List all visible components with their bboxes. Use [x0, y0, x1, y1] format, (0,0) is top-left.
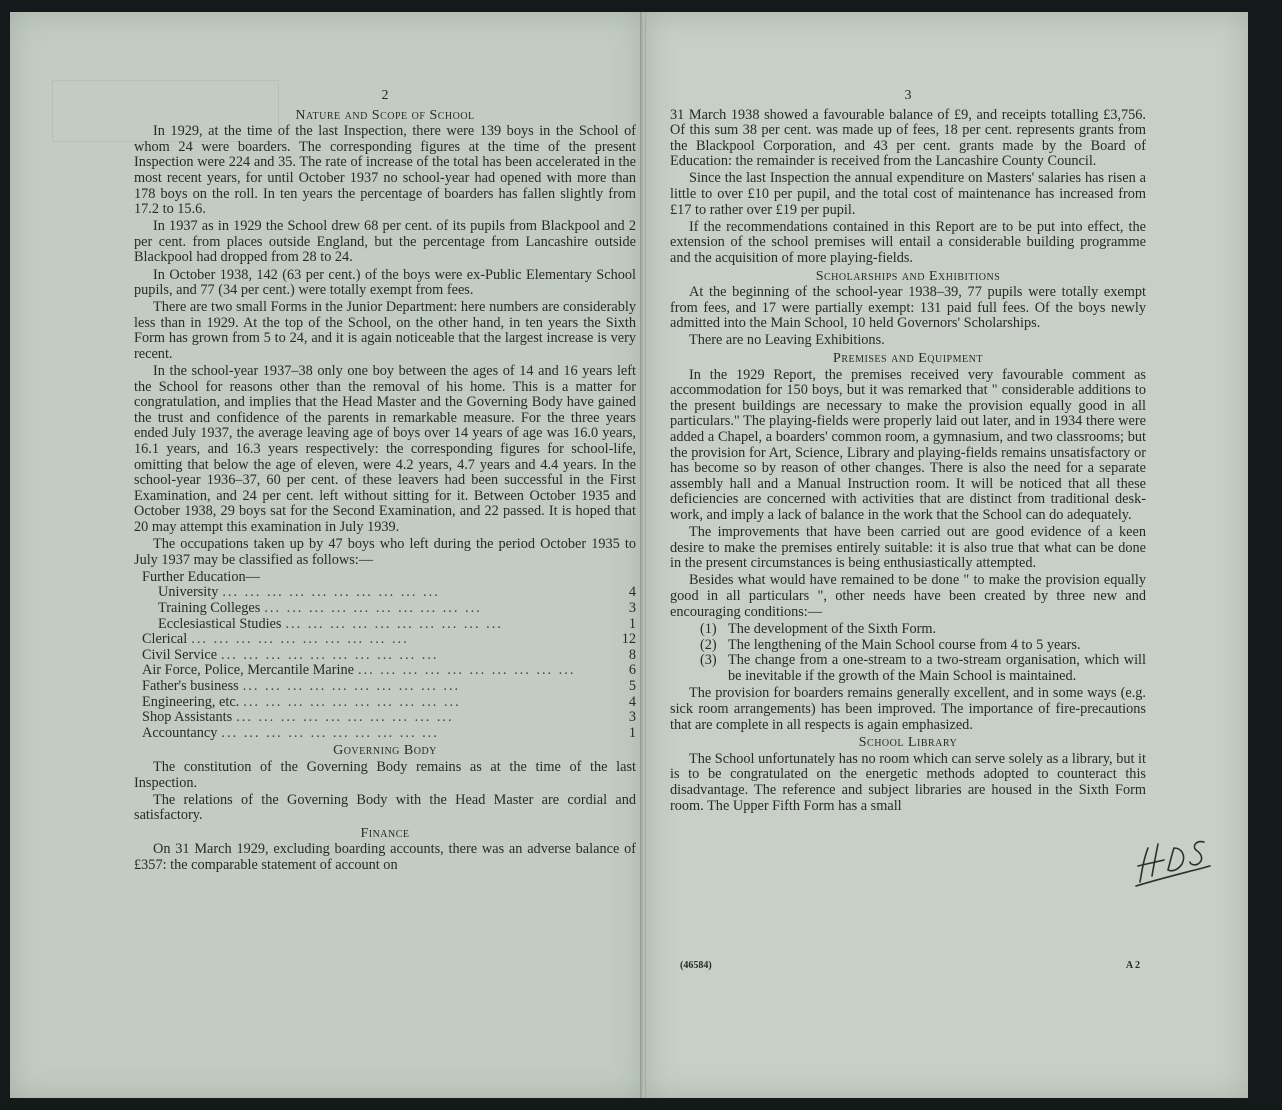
- paragraph: In the school-year 1937–38 only one boy between the ages of 14 and 16 years left the School for reasons other than the removal of his home. This is a matter for congratulation, and implies that the Head Master and the Governing Body have gained the trust and confidence of the parents in remarkable measure. For the three years ended July 1937, the average leaving age of boys over 14 years of age was 16.0 years, 16.1 years, and 16.3 years respectively: the corresponding figures for school-life, omitting that below the age of eleven, were 4.2 years, 4.7 years and 4.4 years. In the school-year 1936–37, 60 per cent. of these leavers had been successful in the First Examination, and 24 per cent. left without sitting for it. Between October 1935 and October 1938, 29 boys sat for the Second Examination, and 22 passed. It is hoped that 20 may attempt this examination in July 1939.: [134, 363, 636, 536]
- paragraph: In the 1929 Report, the premises received very favourable comment as accommodation for 150 boys, but it was remarked that " considerable additions to the present buildings are necessary to make the provision equally good in all particulars." The playing-fields were properly laid out later, and in 1934 there were added a Chapel, a boarders' common room, a gymnasium, and two classrooms; but the provision for Art, Science, Library and playing-fields remains unsatisfactory or has become so by reason of other changes. There is also the need for a separate assembly hall and a Manual Instruction room. It will be noticed that all these deficiencies are concerned with activities that are distinct from traditional desk-work, and imply a lack of balance in the work that the School can do adequately.: [670, 366, 1146, 523]
- section-heading-scholarships: Scholarships and Exhibitions: [815, 268, 1001, 284]
- dot-leader: ... ... ... ... ... ... ... ... ... ...: [191, 632, 409, 648]
- section-heading-premises: Premises and Equipment: [833, 351, 983, 366]
- occupation-count: 3: [628, 709, 636, 726]
- right-page: [646, 12, 1248, 1098]
- occupation-row: [134, 726, 636, 742]
- occupation-count: 6: [628, 662, 636, 679]
- dot-leader: ... ... ... ... ... ... ... ... ... ...: [221, 647, 439, 663]
- paragraph: The relations of the Governing Body with the Head Master are cordial and satisfactory.: [134, 791, 636, 824]
- paragraph: Since the last Inspection the annual expenditure on Masters' salaries has risen a little to over £10 per pupil, and the total cost of maintenance has increased from £17 to rather over £19 per pupil.: [670, 170, 1146, 218]
- occupation-count: 4: [628, 584, 636, 601]
- occupation-label: Accountancy: [142, 724, 218, 741]
- occupation-row: [134, 710, 636, 726]
- occupation-row: [134, 585, 636, 601]
- occupation-count: 8: [628, 646, 636, 663]
- list-text: The lengthening of the Main School course from 4 to 5 years.: [728, 636, 1081, 653]
- section-heading-finance: Finance: [360, 825, 410, 841]
- paragraph: 31 March 1938 showed a favourable balance of £9, and receipts totalling £3,756. Of this sum 38 per cent. was made up of fees, 18 per cent. represents grants from the Blackpool Corporation, and 43 per cent. grants made by the Board of Education: the remainder is received from the Lancashire County Council.: [670, 106, 1146, 170]
- handwritten-initials: [1132, 832, 1212, 892]
- dot-leader: ... ... ... ... ... ... ... ... ... ...: [243, 694, 461, 710]
- occupation-row: [134, 632, 636, 648]
- occupations-table: [134, 570, 636, 742]
- list-number: (1): [700, 621, 717, 638]
- left-page-text: [134, 88, 636, 875]
- dot-leader: ... ... ... ... ... ... ... ... ... ...: [236, 710, 454, 726]
- paragraph: There are no Leaving Exhibitions.: [689, 332, 885, 349]
- print-code: (46584): [680, 960, 712, 971]
- section-heading-library: School Library: [858, 735, 958, 751]
- occupation-label: Civil Service: [142, 646, 218, 663]
- occupation-row: [134, 601, 636, 617]
- occupation-count: 3: [628, 600, 636, 616]
- conditions-list: [670, 622, 1146, 684]
- paragraph: Besides what would have remained to be done " to make the provision equally good in all particulars ", other needs have been created by three new and encouraging conditions:—: [670, 572, 1146, 620]
- paragraph: In 1937 as in 1929 the School drew 68 per cent. of its pupils from Blackpool and 2 per cent. from places outside England, but the percentage from Lancashire outside Blackpool had dropped from 28 to 24.: [134, 218, 636, 266]
- list-item: [670, 638, 1146, 654]
- occupation-label: Engineering, etc.: [142, 693, 240, 710]
- paragraph: The provision for boarders remains generally excellent, and in some ways (e.g. sick room arrangements) has been improved. The importance of fire-precautions that are complete in all respects is again emphasized.: [670, 685, 1146, 733]
- occupation-count: 12: [621, 631, 636, 648]
- page-number: 2: [381, 88, 389, 103]
- paragraph: The School unfortunately has no room which can serve solely as a library, but it is to be congratulated on the energetic methods adopted to counteract this disadvantage. The reference and subject libraries are housed in the Sixth Form room. The Upper Fifth Form has a small: [670, 750, 1146, 814]
- list-item: [670, 653, 1146, 684]
- occupation-label: University: [158, 584, 219, 601]
- occupation-row: [134, 570, 636, 586]
- section-heading-governing: Governing Body: [333, 743, 437, 759]
- dot-leader: ... ... ... ... ... ... ... ... ... ...: [222, 585, 440, 601]
- occupation-label: Clerical: [142, 631, 188, 648]
- dot-leader: ... ... ... ... ... ... ... ... ... ...: [221, 725, 439, 741]
- paragraph: In 1929, at the time of the last Inspection, there were 139 boys in the School of whom 24 were boarders. The corresponding figures at the time of the present Inspection were 224 and 35. The rate of increase of the total has been accelerated in the most recent years, for until October 1937 no school-year had opened with more than 178 boys on the roll. In ten years the percentage of boarders has fallen slightly from 17.2 to 15.6.: [134, 123, 636, 218]
- occupation-row: [134, 663, 636, 679]
- page-footer: [680, 960, 1140, 971]
- signature-mark: A 2: [1125, 960, 1140, 971]
- occupation-label: Training Colleges: [158, 600, 261, 616]
- occupation-label: Air Force, Police, Mercantile Marine: [142, 662, 354, 679]
- dot-leader: ... ... ... ... ... ... ... ... ... ...: [285, 616, 503, 632]
- list-number: (3): [700, 652, 717, 669]
- occupation-row: [134, 695, 636, 711]
- occupation-label: Ecclesiastical Studies: [158, 615, 282, 632]
- occupation-count: 1: [628, 615, 636, 632]
- paragraph: The constitution of the Governing Body remains as at the time of the last Inspection.: [134, 758, 636, 791]
- dot-leader: ... ... ... ... ... ... ... ... ... ...: [264, 601, 482, 616]
- dot-leader: ... ... ... ... ... ... ... ... ... ...: [242, 678, 461, 694]
- paragraph: In October 1938, 142 (63 per cent.) of the boys were ex-Public Elementary School pupils, and 77 (34 per cent.) were totally exempt from fees.: [134, 266, 636, 299]
- dot-leader: ... ... ... ... ... ... ... ... ... ...: [358, 663, 576, 679]
- occupation-label: Shop Assistants: [142, 709, 233, 726]
- occupation-count: 5: [628, 677, 636, 694]
- occupation-row: [134, 648, 636, 664]
- page-number: 3: [904, 88, 912, 103]
- paragraph: The improvements that have been carried out are good evidence of a keen desire to make the premises entirely suitable: it is also true that what can be done in the present circumstances is being enthusiastically attempted.: [670, 524, 1146, 572]
- occupation-row: [134, 679, 636, 695]
- list-text: The development of the Sixth Form.: [728, 621, 937, 638]
- occupation-label: Father's business: [142, 677, 239, 694]
- paragraph: On 31 March 1929, excluding boarding accounts, there was an adverse balance of £357: the comparable statement of account on: [134, 841, 636, 873]
- paragraph: There are two small Forms in the Junior Department: here numbers are considerably less than in 1929. At the top of the School, on the other hand, in ten years the Sixth Form has grown from 5 to 24, and it is again noticeable that the largest increase is very recent.: [134, 299, 636, 362]
- paragraph: The occupations taken up by 47 boys who left during the period October 1935 to July 1937 may be classified as follows:—: [134, 536, 636, 568]
- list-number: (2): [700, 636, 717, 653]
- left-page: [10, 12, 642, 1098]
- section-heading-nature: Nature and Scope of School: [295, 107, 475, 123]
- list-item: [670, 622, 1146, 638]
- occupation-row: [134, 617, 636, 633]
- list-text: The change from a one-stream to a two-stream organisation, which will be inevitable if the growth of the Main School is maintained.: [728, 652, 1146, 684]
- paragraph: At the beginning of the school-year 1938–39, 77 pupils were totally exempt from fees, and 17 were partially exempt: 131 paid full fees. Of the boys newly admitted into the Main School, 10 held Governors' Scholarships.: [670, 284, 1146, 332]
- right-page-text: [670, 88, 1146, 816]
- paragraph: If the recommendations contained in this Report are to be put into effect, the extension of the school premises will entail a considerable building programme and the acquisition of more playing-fields.: [670, 218, 1146, 266]
- occupation-count: 1: [628, 724, 636, 741]
- occupation-count: 4: [628, 693, 636, 710]
- occupation-label: Further Education—: [142, 568, 260, 585]
